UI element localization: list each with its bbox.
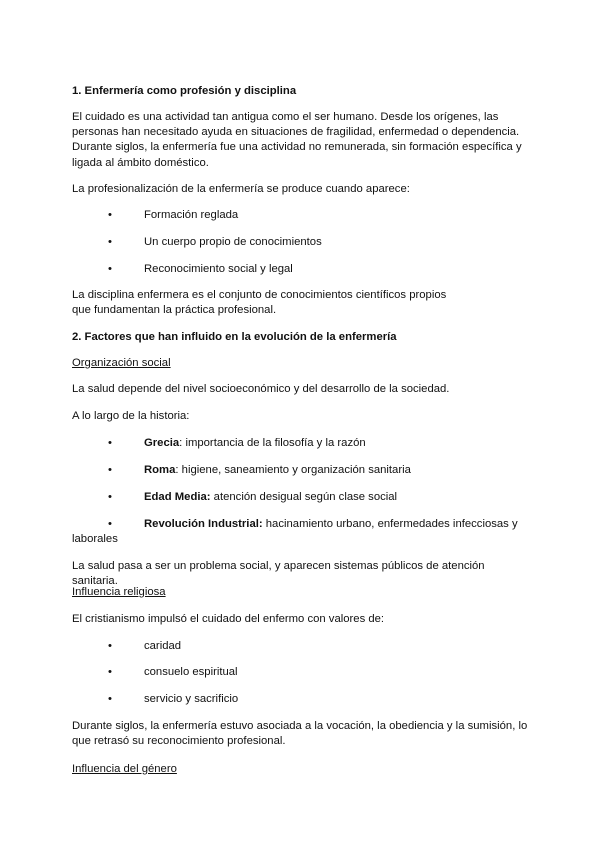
list-item-bold: Roma xyxy=(144,464,176,476)
subsection-title-influencia-genero: Influencia del género xyxy=(72,763,177,775)
subsection-2-paragraph-1: El cristianismo impulsó el cuidado del enfermo con valores de: xyxy=(72,613,385,625)
section-1-paragraph-2: La profesionalización de la enfermería se produce cuando aparece: xyxy=(72,183,410,195)
bullet-icon: • xyxy=(108,518,112,530)
list-item xyxy=(72,517,532,547)
bullet-icon: • xyxy=(108,640,112,652)
subsection-title-organizacion-social: Organización social xyxy=(72,357,171,369)
list-item-text: Reconocimiento social y legal xyxy=(144,263,293,275)
section-1-paragraph-3: La disciplina enfermera es el conjunto de conocimientos científicos propios que fundamentan la práctica profesional. xyxy=(72,289,447,317)
list-item-text: caridad xyxy=(144,640,182,652)
subsection-2-paragraph-2: Durante siglos, la enfermería estuvo asociada a la vocación, la obediencia y la sumisión, lo que retrasó su reconocimiento profesional. xyxy=(72,720,528,748)
list-item-text xyxy=(144,490,397,505)
section-1-heading: 1. Enfermería como profesión y disciplina xyxy=(72,85,297,97)
list-item-text xyxy=(144,436,366,451)
list-item-rest: : importancia de la filosofía y la razón xyxy=(179,437,366,449)
subsection-1-paragraph-2: A lo largo de la historia: xyxy=(72,410,190,422)
bullet-icon: • xyxy=(108,491,112,503)
list-item-rest: hacinamiento urbano, enfermedades infecciosas y laborales xyxy=(72,518,518,546)
bullet-icon: • xyxy=(108,437,112,449)
subsection-1-paragraph-3: La salud pasa a ser un problema social, y aparecen sistemas públicos de atención sanitaria. xyxy=(72,560,485,588)
list-item-rest: : higiene, saneamiento y organización sanitaria xyxy=(175,464,411,476)
section-1-paragraph-1: El cuidado es una actividad tan antigua como el ser humano. Desde los orígenes, las personas han necesitado ayuda en situaciones de fragilidad, enfermedad o dependencia. Durante siglos, la enfermería fue una actividad no remunerada, sin formación específica y ligada al ámbito doméstico. xyxy=(72,111,522,169)
subsection-title-influencia-religiosa: Influencia religiosa xyxy=(72,586,166,598)
list-item-bold: Grecia xyxy=(144,437,180,449)
bullet-icon: • xyxy=(108,693,112,705)
list-item-rest: atención desigual según clase social xyxy=(210,491,398,503)
list-item-text: Formación reglada xyxy=(144,209,239,221)
list-item-bold: Edad Media: xyxy=(144,491,211,503)
list-item-text xyxy=(144,463,411,478)
subsection-1-paragraph-1: La salud depende del nivel socioeconómico y del desarrollo de la sociedad. xyxy=(72,383,450,395)
section-2-heading: 2. Factores que han influido en la evolución de la enfermería xyxy=(72,331,397,343)
bullet-icon: • xyxy=(108,209,112,221)
bullet-icon: • xyxy=(108,666,112,678)
list-item-text: servicio y sacrificio xyxy=(144,693,239,705)
list-item-bold: Revolución Industrial: xyxy=(144,518,263,530)
bullet-icon: • xyxy=(108,263,112,275)
list-item-text: consuelo espiritual xyxy=(144,666,238,678)
bullet-icon: • xyxy=(108,464,112,476)
bullet-icon: • xyxy=(108,236,112,248)
list-item-text: Un cuerpo propio de conocimientos xyxy=(144,236,322,248)
